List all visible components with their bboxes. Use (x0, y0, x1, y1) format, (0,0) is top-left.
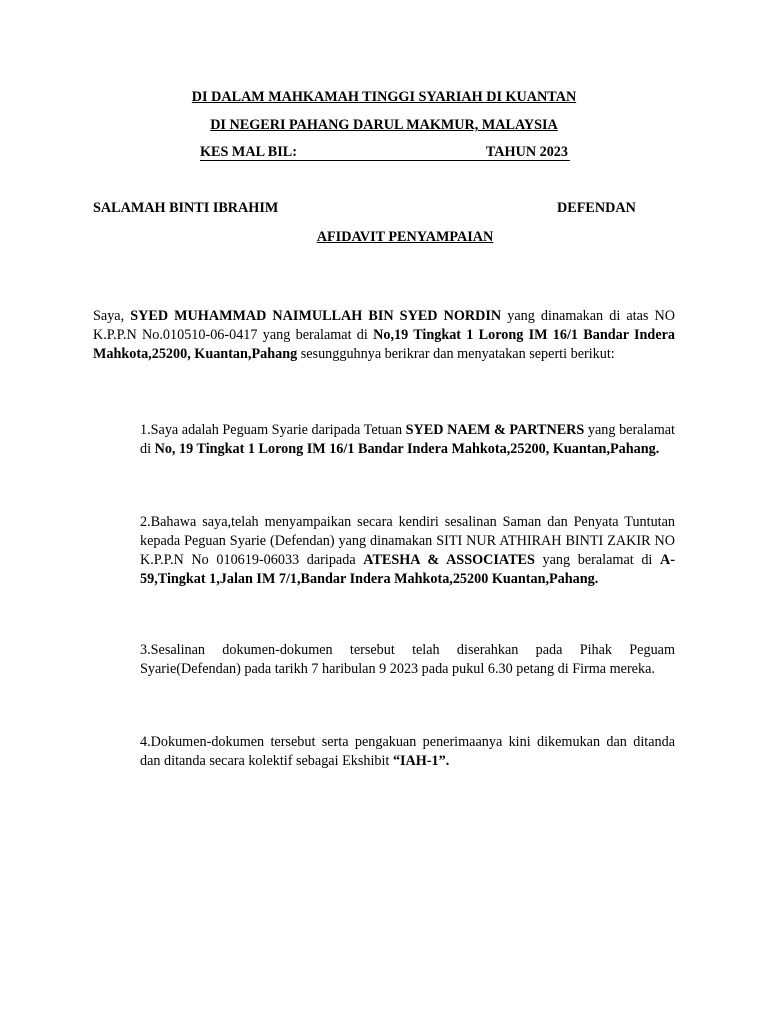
intro-text-1: Saya, (93, 308, 131, 324)
p1-firm-address: No, 19 Tingkat 1 Lorong IM 16/1 Bandar Indera Mahkota,25200, Kuantan,Pahang. (154, 441, 660, 457)
party-name: SALAMAH BINTI IBRAHIM (93, 200, 279, 216)
p1-text-2: yang beralamat di (140, 422, 675, 457)
case-number-label: KES MAL BIL: (200, 144, 297, 160)
paragraph-1 (140, 421, 675, 459)
intro-paragraph (93, 307, 675, 364)
exhibit-label: “IAH-1”. (392, 753, 450, 769)
p2-firm-name: ATESHA & ASSOCIATES (363, 552, 535, 568)
court-location-heading: DI NEGERI PAHANG DARUL MAKMUR, MALAYSIA (210, 117, 558, 133)
paragraph-2 (140, 513, 675, 589)
case-number-line (200, 144, 570, 161)
paragraph-4 (140, 733, 675, 771)
p1-firm-name: SYED NAEM & PARTNERS (405, 422, 585, 438)
p2-text-1: 2.Bahawa saya,telah menyampaikan secara kendiri sesalinan Saman dan Penyata Tuntutan kepada Peguan Syarie (Defendan) yang dinamakan SITI NUR ATHIRAH BINTI ZAKIR NO K.P.P.N No 010619-06033 daripada (140, 514, 675, 568)
deponent-address: No,19 Tingkat 1 Lorong IM 16/1 Bandar Indera Mahkota,25200, Kuantan,Pahang (93, 327, 676, 362)
p3-text-1: 3.Sesalinan dokumen-dokumen tersebut telah diserahkan pada Pihak Peguam Syarie(Defendan) pada tarikh 7 haribulan 9 2023 pada pukul 6.30 petang di Firma mereka. (140, 642, 675, 677)
case-year-label: TAHUN 2023 (485, 144, 568, 160)
p2-text-2: yang beralamat di (534, 552, 660, 568)
p2-firm-address: A-59,Tingkat 1,Jalan IM 7/1,Bandar Indera Mahkota,25200 Kuantan,Pahang. (140, 552, 675, 587)
intro-text-2: yang dinamakan di atas NO K.P.P.N No.010510-06-0417 yang beralamat di (93, 308, 675, 343)
document-title: AFIDAVIT PENYAMPAIAN (316, 229, 494, 245)
court-name-heading: DI DALAM MAHKAMAH TINGGI SYARIAH DI KUANTAN (191, 89, 577, 105)
p4-text-1: 4.Dokumen-dokumen tersebut serta pengakuan penerimaanya kini dikemukan dan ditanda dan ditanda secara kolektif sebagai Ekshibit (140, 734, 675, 769)
p1-text-1: 1.Saya adalah Peguam Syarie daripada Tetuan (140, 422, 406, 438)
intro-text-3: sesungguhnya berikrar dan menyatakan seperti berikut: (297, 346, 615, 362)
deponent-name: SYED MUHAMMAD NAIMULLAH BIN SYED NORDIN (130, 308, 502, 324)
paragraph-3 (140, 641, 675, 679)
party-role: DEFENDAN (557, 200, 636, 216)
